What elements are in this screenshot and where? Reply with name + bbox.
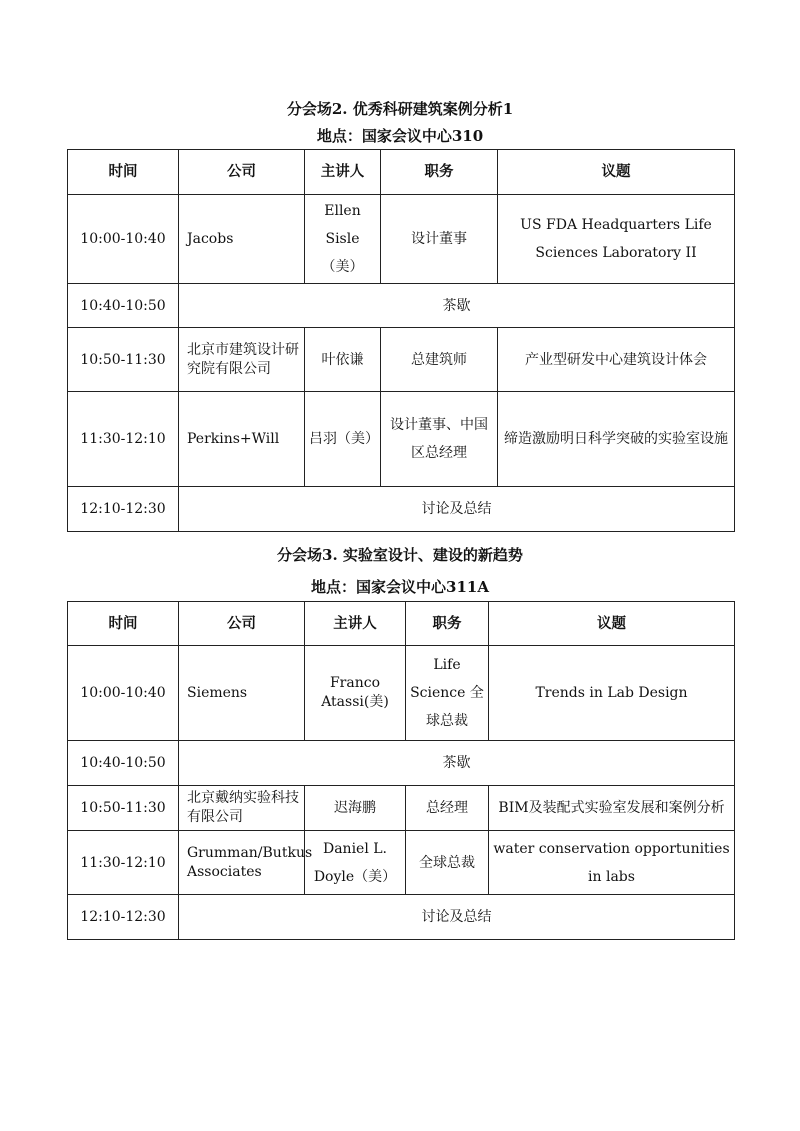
header-role: 职务 xyxy=(381,150,498,195)
topic-cell: US FDA Headquarters Life Sciences Laboratory II xyxy=(498,195,735,284)
time-cell: 10:50-11:30 xyxy=(68,328,179,392)
header-row xyxy=(68,150,735,195)
table-row xyxy=(68,284,735,328)
company-cell: Siemens xyxy=(179,646,305,741)
speaker-cell: 叶依谦 xyxy=(305,328,381,392)
role-cell: 设计董事、中国区总经理 xyxy=(381,392,498,487)
time-cell: 10:40-10:50 xyxy=(68,284,179,328)
schedule-table xyxy=(67,601,735,940)
role-cell: 设计董事 xyxy=(381,195,498,284)
summary-cell: 讨论及总结 xyxy=(179,487,735,532)
table-row xyxy=(68,741,735,786)
company-cell: 北京市建筑设计研究院有限公司 xyxy=(179,328,305,392)
header-role: 职务 xyxy=(406,602,489,646)
role-cell: 全球总裁 xyxy=(406,831,489,895)
role-cell: Life Science 全球总裁 xyxy=(406,646,489,741)
company-cell: Perkins+Will xyxy=(179,392,305,487)
table-row xyxy=(68,895,735,940)
time-cell: 10:40-10:50 xyxy=(68,741,179,786)
time-cell: 11:30-12:10 xyxy=(68,831,179,895)
session-title: 分会场3. 实验室设计、建设的新趋势 xyxy=(277,546,523,564)
session-location: 地点：国家会议中心311A xyxy=(311,578,489,596)
header-row xyxy=(68,602,735,646)
time-cell: 12:10-12:30 xyxy=(68,895,179,940)
role-cell: 总建筑师 xyxy=(381,328,498,392)
time-cell: 11:30-12:10 xyxy=(68,392,179,487)
header-company: 公司 xyxy=(179,150,305,195)
header-time: 时间 xyxy=(68,150,179,195)
header-company: 公司 xyxy=(179,602,305,646)
time-cell: 10:50-11:30 xyxy=(68,786,179,831)
session-title: 分会场2. 优秀科研建筑案例分析1 xyxy=(286,100,514,118)
table-row xyxy=(68,786,735,831)
header-topic: 议题 xyxy=(498,150,735,195)
table-row xyxy=(68,195,735,284)
time-cell: 10:00-10:40 xyxy=(68,195,179,284)
company-cell: Grumman/Butkus Associates xyxy=(179,831,305,895)
table-row xyxy=(68,646,735,741)
header-topic: 议题 xyxy=(489,602,735,646)
table-row xyxy=(68,392,735,487)
break-cell: 茶歇 xyxy=(179,741,735,786)
summary-cell: 讨论及总结 xyxy=(179,895,735,940)
topic-cell: Trends in Lab Design xyxy=(489,646,735,741)
table-row xyxy=(68,487,735,532)
session-location: 地点：国家会议中心310 xyxy=(316,127,484,145)
table-row xyxy=(68,328,735,392)
break-cell: 茶歇 xyxy=(179,284,735,328)
header-speaker: 主讲人 xyxy=(305,150,381,195)
company-cell: Jacobs xyxy=(179,195,305,284)
speaker-cell: Ellen Sisle（美） xyxy=(305,195,381,284)
topic-cell: water conservation opportunities in labs xyxy=(489,831,735,895)
header-speaker: 主讲人 xyxy=(305,602,406,646)
topic-cell: 产业型研发中心建筑设计体会 xyxy=(498,328,735,392)
topic-cell: 缔造激励明日科学突破的实验室设施 xyxy=(498,392,735,487)
table-row xyxy=(68,831,735,895)
speaker-cell: Daniel L. Doyle（美） xyxy=(305,831,406,895)
speaker-cell: 迟海鹏 xyxy=(305,786,406,831)
company-cell: 北京戴纳实验科技有限公司 xyxy=(179,786,305,831)
schedule-table xyxy=(67,149,735,532)
time-cell: 10:00-10:40 xyxy=(68,646,179,741)
header-time: 时间 xyxy=(68,602,179,646)
speaker-cell: 吕羽（美） xyxy=(305,392,381,487)
time-cell: 12:10-12:30 xyxy=(68,487,179,532)
speaker-cell: Franco Atassi(美) xyxy=(305,646,406,741)
role-cell: 总经理 xyxy=(406,786,489,831)
topic-cell: BIM及装配式实验室发展和案例分析 xyxy=(489,786,735,831)
